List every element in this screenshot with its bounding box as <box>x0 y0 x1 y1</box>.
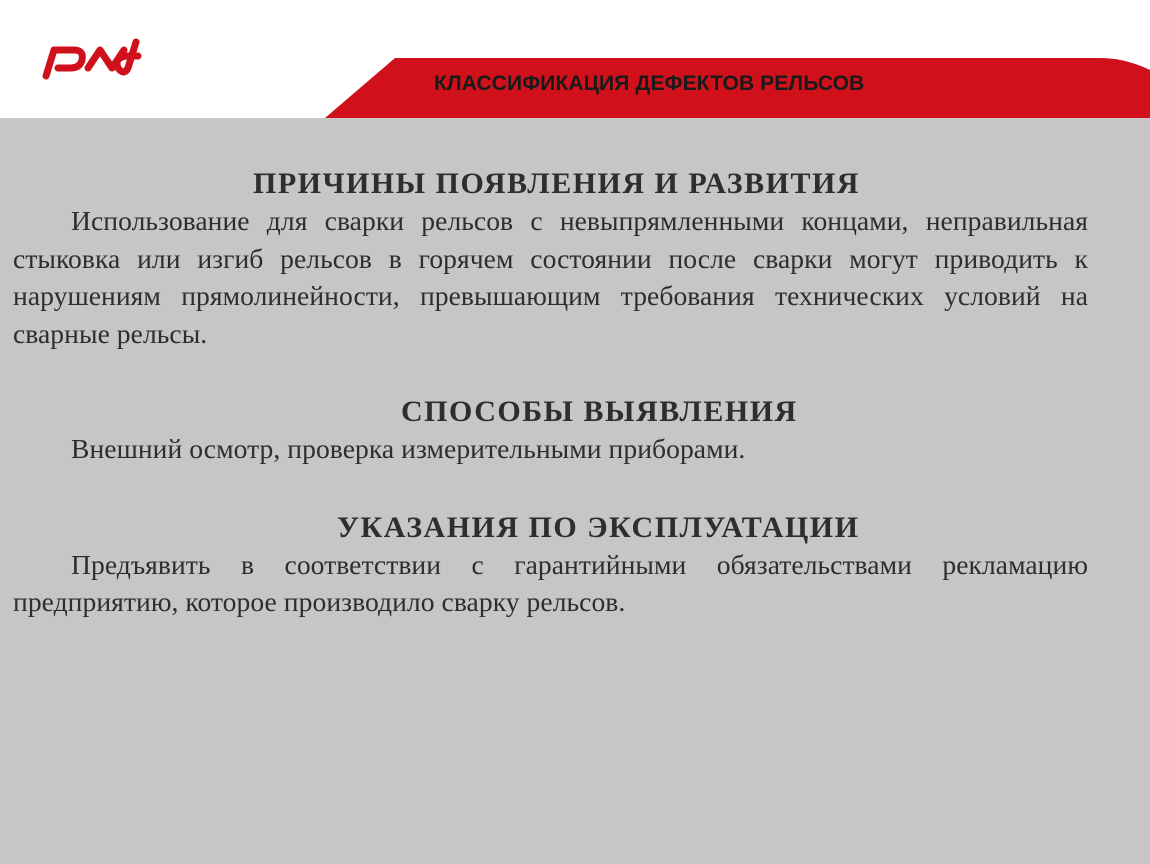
section-text: Использование для сварки рельсов с невыпрямленными концами, неправильная стыковка или изгиб рельсов в горячем состоянии после сварки могут приводить к нарушениям прямолинейности, превышающим требования технических условий на сварные рельсы. <box>13 205 1088 349</box>
section-heading: ПРИЧИНЫ ПОЯВЛЕНИЯ И РАЗВИТИЯ <box>253 167 860 200</box>
slide-content <box>13 166 1088 663</box>
header-banner <box>0 0 1150 124</box>
section-detection <box>13 394 1088 468</box>
section-text: Внешний осмотр, проверка измерительными приборами. <box>71 433 746 464</box>
section-text: Предъявить в соответствии с гарантийными обязательствами рекламацию предприятию, которое производило сварку рельсов. <box>13 548 1088 617</box>
header-background <box>0 0 1150 124</box>
rzd-logo <box>40 36 152 80</box>
section-heading: УКАЗАНИЯ ПО ЭКСПЛУАТАЦИИ <box>337 510 860 544</box>
rzd-logo-icon <box>40 36 152 80</box>
section-causes <box>13 166 1088 352</box>
section-heading: СПОСОБЫ ВЫЯВЛЕНИЯ <box>401 395 798 428</box>
header-title: КЛАССИФИКАЦИЯ ДЕФЕКТОВ РЕЛЬСОВ <box>434 72 865 95</box>
section-instructions <box>13 510 1088 621</box>
